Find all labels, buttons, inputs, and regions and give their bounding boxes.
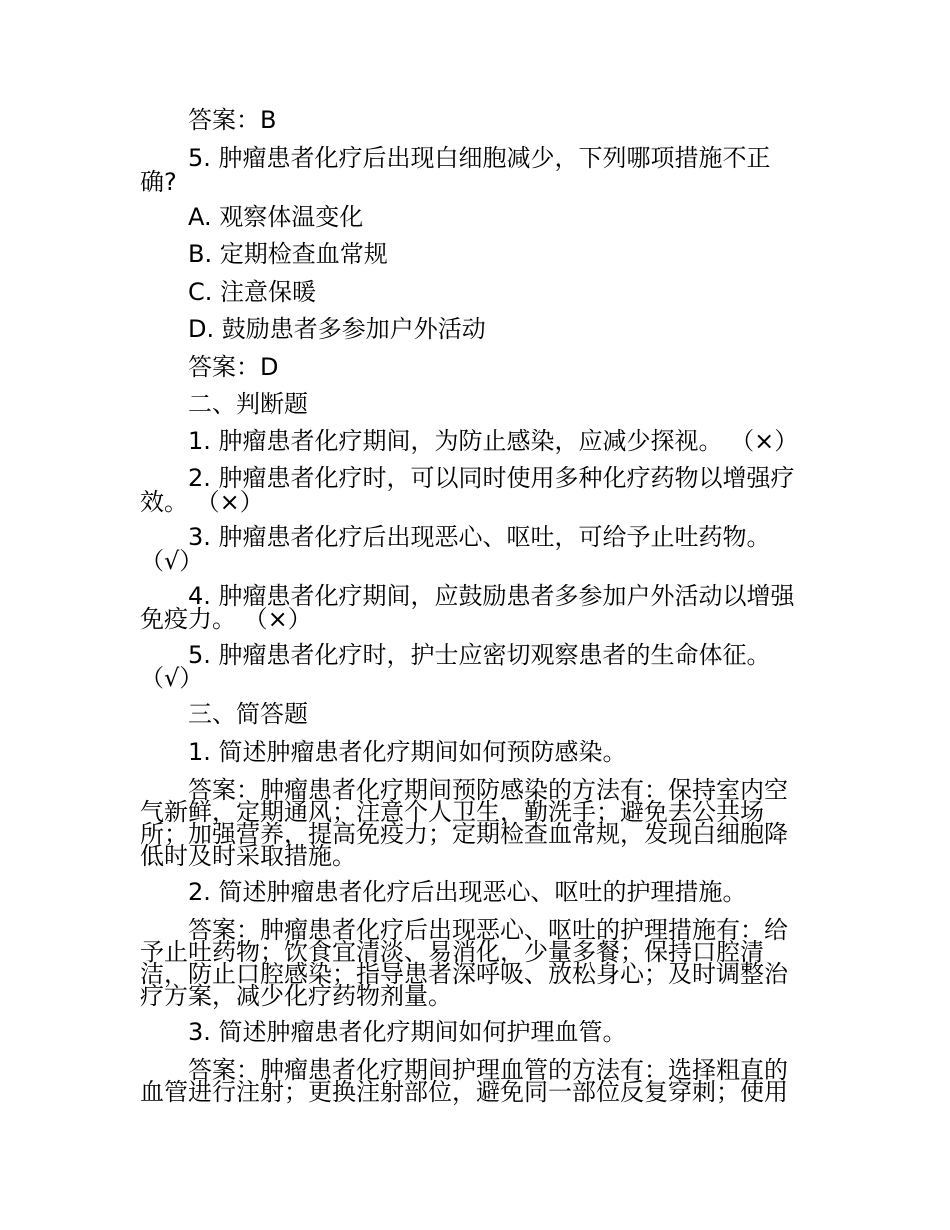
answer-paragraph: 血管进行注射；更换注射部位，避免同一部位反复穿刺；使用: [140, 1078, 788, 1106]
option-c: C. 注意保暖: [188, 278, 317, 306]
judgment-item: 1. 肿瘤患者化疗期间，为防止感染，应减少探视。 （×）: [188, 427, 799, 455]
answer-paragraph: 疗方案，减少化疗药物剂量。: [140, 982, 452, 1010]
answer-paragraph: 洁，防止口腔感染；指导患者深呼吸、放松身心；及时调整治: [140, 960, 788, 988]
judgment-item: 2. 肿瘤患者化疗时，可以同时使用多种化疗药物以增强疗: [188, 464, 795, 492]
option-b: B. 定期检查血常规: [188, 240, 388, 268]
answer-paragraph: 气新鲜，定期通风；注意个人卫生，勤洗手；避免去公共场: [140, 798, 764, 826]
option-d: D. 鼓励患者多参加户外活动: [188, 315, 486, 343]
question-line: 5. 肿瘤患者化疗后出现白细胞减少，下列哪项措施不正: [188, 144, 771, 172]
answer-paragraph: 答案：肿瘤患者化疗期间护理血管的方法有：选择粗直的: [188, 1056, 788, 1084]
section-heading: 三、简答题: [188, 700, 308, 728]
answer-paragraph: 所；加强营养，提高免疫力；定期检查血常规，发现白细胞降: [140, 820, 788, 848]
short-answer-question: 3. 简述肿瘤患者化疗期间如何护理血管。: [188, 1018, 627, 1046]
judgment-item-continued: （√）: [140, 547, 204, 575]
judgment-item-continued: （√）: [140, 664, 204, 692]
answer-line: 答案：D: [188, 353, 279, 381]
short-answer-question: 1. 简述肿瘤患者化疗期间如何预防感染。: [188, 738, 627, 766]
question-line-continued: 确?: [140, 168, 177, 196]
answer-paragraph: 予止吐药物；饮食宜清淡、易消化，少量多餐；保持口腔清: [140, 938, 764, 966]
judgment-item: 5. 肿瘤患者化疗时，护士应密切观察患者的生命体征。: [188, 641, 771, 669]
short-answer-question: 2. 简述肿瘤患者化疗后出现恶心、呕吐的护理措施。: [188, 878, 747, 906]
answer-paragraph: 低时及时采取措施。: [140, 842, 356, 870]
judgment-item-continued: 免疫力。 （×）: [140, 605, 312, 633]
answer-paragraph: 答案：肿瘤患者化疗期间预防感染的方法有：保持室内空: [188, 776, 788, 804]
option-a: A. 观察体温变化: [188, 203, 364, 231]
judgment-item: 3. 肿瘤患者化疗后出现恶心、呕吐，可给予止吐药物。: [188, 523, 771, 551]
judgment-item-continued: 效。 （×）: [140, 488, 264, 516]
judgment-item: 4. 肿瘤患者化疗期间，应鼓励患者多参加户外活动以增强: [188, 582, 795, 610]
answer-line: 答案：B: [188, 106, 277, 134]
answer-paragraph: 答案：肿瘤患者化疗后出现恶心、呕吐的护理措施有：给: [188, 916, 788, 944]
section-heading: 二、判断题: [188, 390, 308, 418]
